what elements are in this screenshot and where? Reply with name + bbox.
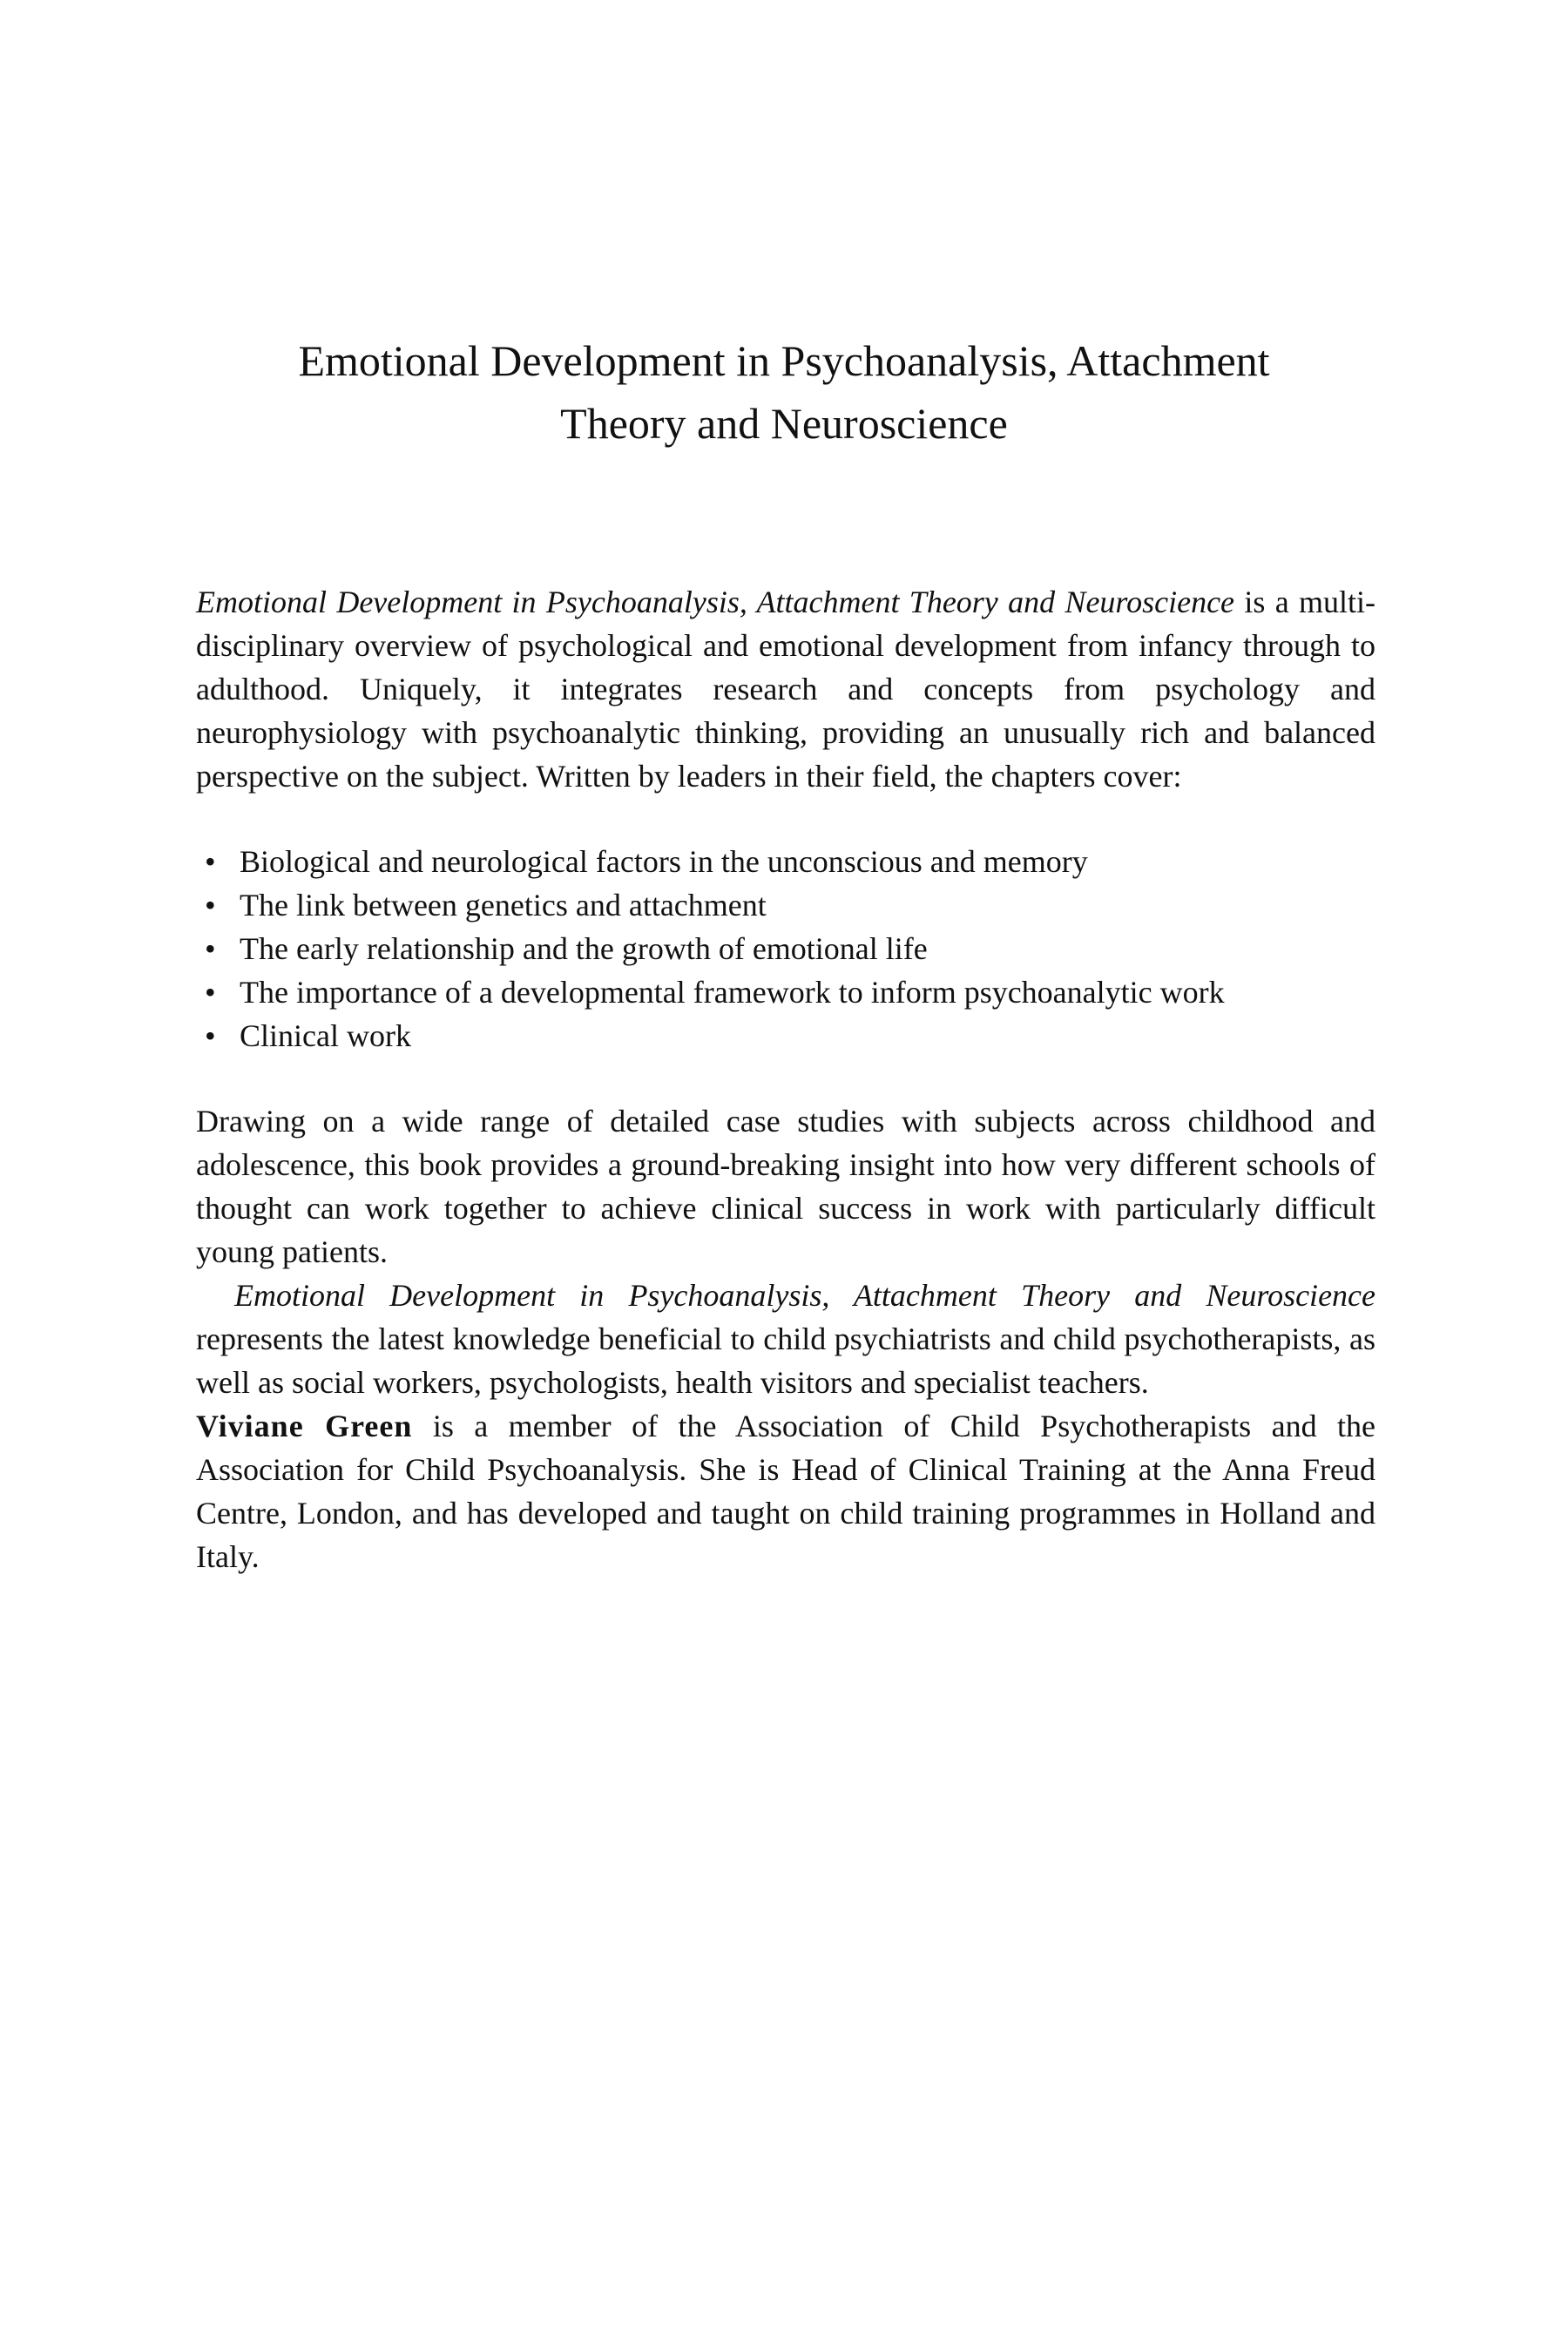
list-item xyxy=(196,883,1375,927)
bullet-icon: • xyxy=(205,844,216,879)
list-item-text: Clinical work xyxy=(240,1018,411,1053)
bullet-icon: • xyxy=(205,888,216,923)
list-item xyxy=(196,1014,1375,1058)
case-studies-paragraph: Drawing on a wide range of detailed case studies with subjects across childhood and adolescence, this book provides a ground-breaking insight into how very different schools of thought can work together to achieve clinical success in work with particularly difficult young patients. xyxy=(196,1104,1375,1269)
bullet-icon: • xyxy=(205,931,216,966)
book-title xyxy=(196,329,1372,455)
list-item xyxy=(196,840,1375,883)
bullet-icon: • xyxy=(205,975,216,1010)
list-item-text: The link between genetics and attachment xyxy=(240,888,767,923)
intro-text: is a multi-disciplinary overview of psychological and emotional development from infancy through to adulthood. Uniquely, it integrates research and concepts from psychology and neurophysiology with psychoanalytic thinking, providing an unusually rich and balanced perspective on the subject. Written by leaders in their field, the chapters cover: xyxy=(196,585,1375,794)
intro-book-title: Emotional Development in Psychoanalysis, Attachment Theory and Neuroscience xyxy=(196,585,1235,619)
list-item-text: Biological and neurological factors in the unconscious and memory xyxy=(240,844,1088,879)
book-title-line-2: Theory and Neuroscience xyxy=(560,399,1008,448)
list-item xyxy=(196,970,1375,1014)
list-item-text: The early relationship and the growth of emotional life xyxy=(240,931,928,966)
audience-book-title: Emotional Development in Psychoanalysis, Attachment Theory and Neuroscience xyxy=(234,1278,1375,1313)
author-bio-paragraph xyxy=(196,1404,1375,1578)
list-item xyxy=(196,927,1375,970)
description xyxy=(196,580,1375,1578)
audience-paragraph xyxy=(196,1274,1375,1404)
intro-paragraph xyxy=(196,580,1375,798)
bullet-icon: • xyxy=(205,1018,216,1053)
list-item-text: The importance of a developmental framework to inform psychoanalytic work xyxy=(240,975,1225,1010)
book-title-line-1: Emotional Development in Psychoanalysis, Attachment xyxy=(298,336,1270,385)
author-name: Viviane Green xyxy=(196,1409,413,1443)
author-bio: is a member of the Association of Child Psychotherapists and the Association for Child Psychoanalysis. She is Head of Clinical Training at the Anna Freud Centre, London, and has developed and taught on child training programmes in Holland and Italy. xyxy=(196,1409,1375,1574)
chapter-topics-list xyxy=(196,840,1375,1058)
audience-text: represents the latest knowledge beneficial to child psychiatrists and child psychotherapists, as well as social workers, psychologists, health visitors and specialist teachers. xyxy=(196,1321,1375,1400)
